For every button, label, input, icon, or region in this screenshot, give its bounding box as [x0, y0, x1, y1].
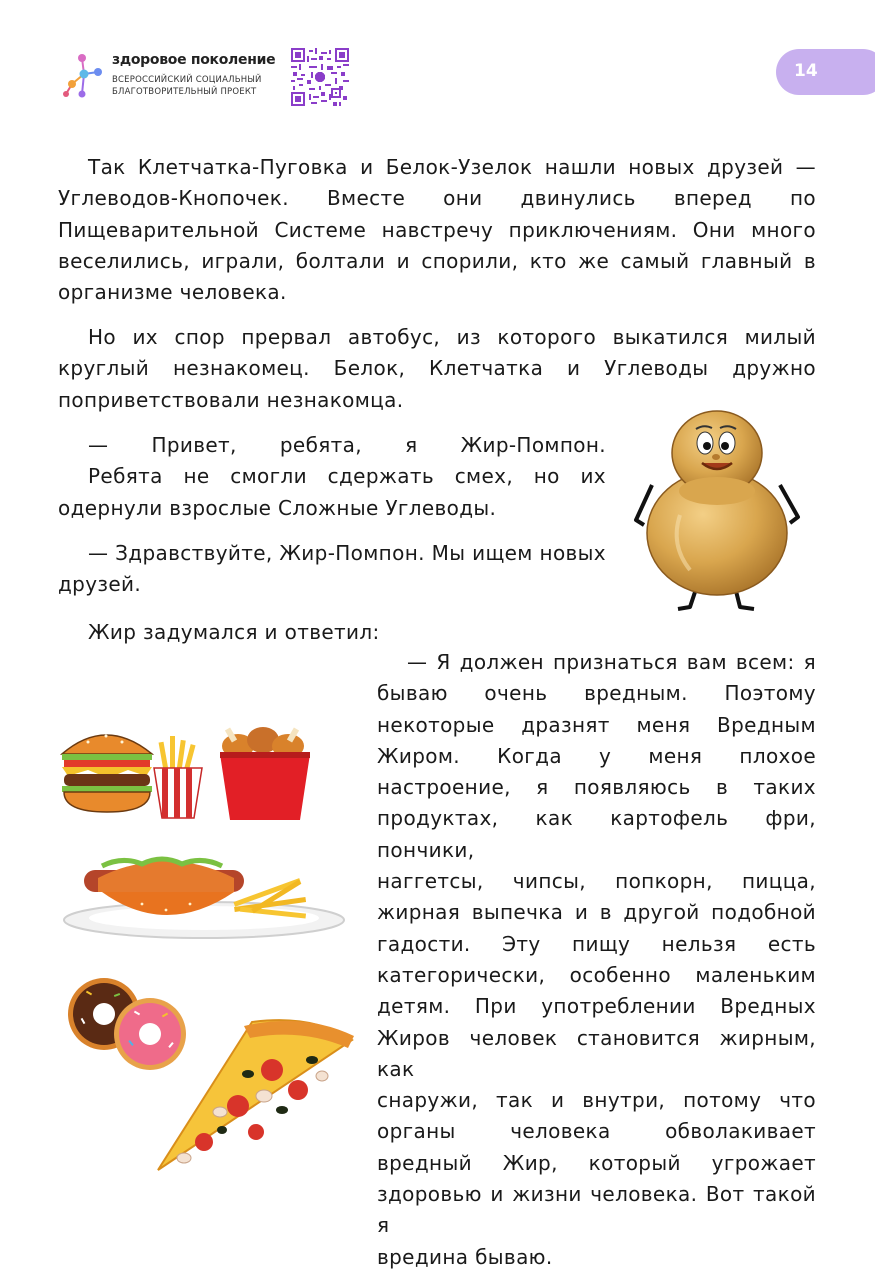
story-paragraph-5	[58, 617, 458, 648]
text-line: снаружи, так и внутри, потому что	[377, 1088, 816, 1113]
text-line: здоровью и жизни человека. Вот такой я	[377, 1182, 816, 1238]
text-line: одернули взрослые Сложные Углеводы.	[58, 495, 497, 520]
story-paragraph-4	[58, 538, 606, 601]
text-line: органы человека обволакивает	[377, 1119, 816, 1144]
brand-subtitle	[112, 74, 287, 98]
text-line: Жиров человек становится жирным, как	[377, 1025, 816, 1081]
text-line: жирная выпечка и в другой подобной	[377, 900, 816, 925]
text-line: поприветствовали незнакомца.	[58, 387, 404, 412]
hot-dog-plate-illustration	[62, 848, 347, 943]
text-line: — Здравствуйте, Жир-Помпон. Мы ищем новых	[88, 541, 606, 565]
text-line: — Я должен признаться вам всем: я	[407, 650, 816, 674]
pizza-slice-illustration	[152, 1010, 357, 1178]
text-line: некоторые дразнят меня Вредным	[377, 712, 816, 737]
text-line: круглый незнакомец. Белок, Клетчатка и Углеводы дружно	[58, 356, 816, 381]
qr-code-icon[interactable]	[291, 48, 349, 106]
text-line: категорически, особенно маленьким	[377, 962, 816, 987]
text-line: настроение, я появляюсь в таких	[377, 775, 816, 800]
text-line: Жир задумался и ответил:	[88, 620, 380, 644]
page-number-badge	[776, 49, 875, 95]
brand-subtitle-line-2: БЛАГОТВОРИТЕЛЬНЫЙ ПРОЕКТ	[112, 87, 257, 97]
fast-food-burger-fries-chicken-illustration	[58, 720, 328, 825]
text-line: вредина бываю.	[377, 1244, 553, 1269]
text-line: наггетсы, чипсы, попкорн, пицца,	[377, 869, 816, 894]
story-paragraph-6	[377, 647, 816, 1273]
text-line: Но их спор прервал автобус, из которого выкатился милый	[88, 325, 816, 349]
text-line: бываю очень вредным. Поэтому	[377, 681, 816, 706]
text-line: Жиром. Когда у меня плохое	[377, 743, 816, 768]
text-line: детям. При употреблении Вредных	[377, 994, 816, 1019]
story-paragraph-2	[58, 322, 816, 416]
text-line: — Привет, ребята, я Жир-Помпон.	[88, 433, 606, 457]
story-paragraph-1	[58, 152, 816, 308]
text-line: друзей.	[58, 572, 142, 597]
logo-molecule-icon	[62, 50, 106, 100]
text-line: Углеводов-Кнопочек. Вместе они двинулись вперед по	[58, 186, 816, 211]
text-line: Пищеварительной Системе навстречу приключениям. Они много	[58, 217, 816, 242]
text-line: веселились, играли, болтали и спорили, кто же самый главный в	[58, 248, 816, 273]
text-line: Ребята не смогли сдержать смех, но их	[88, 464, 606, 489]
text-line: гадости. Эту пищу нельзя есть	[377, 931, 816, 956]
text-line: продуктах, как картофель фри, пончики,	[377, 806, 816, 862]
page-header	[0, 0, 875, 120]
zhir-pompon-character-illustration	[630, 405, 805, 615]
text-line: Так Клетчатка-Пуговка и Белок-Узелок нашли новых друзей —	[88, 155, 816, 179]
brand-subtitle-line-1: ВСЕРОССИЙСКИЙ СОЦИАЛЬНЫЙ	[112, 75, 262, 85]
story-paragraph-3	[58, 430, 606, 524]
chicken-bucket-icon	[220, 727, 310, 820]
french-fries-icon	[154, 736, 202, 818]
text-line: организме человека.	[58, 280, 287, 305]
text-line: вредный Жир, который угрожает	[377, 1150, 816, 1175]
brand-title: здоровое поколение	[112, 52, 276, 68]
page-number: 14	[794, 61, 818, 81]
burger-icon	[62, 735, 152, 813]
